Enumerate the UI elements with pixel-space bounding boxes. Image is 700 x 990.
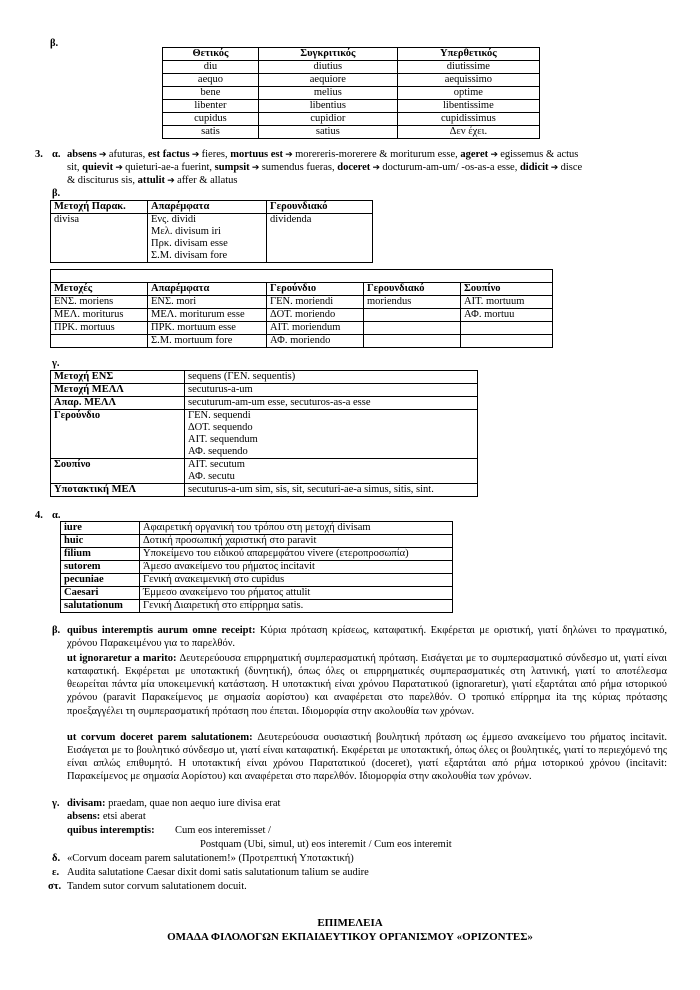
verb-word: attulit	[137, 175, 166, 186]
sequor-values	[185, 371, 478, 384]
section-4st-text: Tandem sutor corvum salutationem docuit.	[67, 881, 247, 892]
degrees-cell: cupidissimus	[397, 113, 539, 126]
verb-word: quievit	[82, 162, 114, 173]
table-row	[163, 100, 540, 113]
sequor-form: ΑΙΤ. secutum	[188, 459, 245, 470]
syntax-description: Αφαιρετική οργανική του τρόπου στη μετοχή divisam	[140, 522, 453, 535]
table-row	[163, 113, 540, 126]
clause-2-text: Δευτερεύουσα επιρρηματική συμπερασματική πρόταση. Εισάγεται με το συμπερασματικό σύνδεσμο ut, γιατί είναι καταφατική. Εκφέρεται με υποτακτική (δυνητική), όπως όλες οι επιρρηματικές συμπερασματικές στη λατινική, γιατί το αποτέλεσμα θεωρείται πάντα μία υποκειμενική κατάσταση. Η υποτακτική είναι χρόνου Παρατατικού (ignoraretur), γιατί εξαρτάται από ρήμα ιστορικού χρόνου (paravit Παρακείμενος με σημασία αορίστου) και αναφέρεται στο παρελθόν. Ο τροπικό επίρρημα ita της κύριας πρότασης προεξαγγέλει τη συμπερασματική πρόταση που έπεται. Ιδιομορφία στην ακολουθία των χρόνων.	[67, 653, 667, 717]
verb-form: morereris-morerere & moriturum esse,	[295, 149, 458, 160]
table-row	[163, 126, 540, 139]
table-row	[61, 535, 453, 548]
degrees-header: Θετικός	[163, 48, 259, 61]
degrees-cell: cupidior	[258, 113, 397, 126]
degrees-cell: aequiore	[258, 74, 397, 87]
morior-cell	[364, 309, 461, 322]
morior-cell	[364, 322, 461, 335]
syntax-description: Γενική ανακειμενική στο cupidus	[140, 574, 453, 587]
table-row	[51, 309, 553, 322]
morior-cell	[364, 335, 461, 348]
morior-cell: ΑΦ. mortuu	[461, 309, 553, 322]
table-row	[51, 459, 478, 484]
morior-cell: ΑΙΤ. mortuum	[461, 296, 553, 309]
syntax-word: iure	[61, 522, 140, 535]
verb-word: ageret	[460, 149, 489, 160]
section-4st-label: στ.	[48, 881, 62, 892]
sequor-form: ΑΙΤ. sequendum	[188, 434, 258, 445]
sequor-form: sequens (ΓΕΝ. sequentis)	[188, 371, 296, 382]
table-row	[61, 548, 453, 561]
form-prefix: & disciturus sis,	[67, 175, 135, 186]
verb-form: docturum-am-um/ -os-as-a esse,	[382, 162, 518, 173]
syntax-word: sutorem	[61, 561, 140, 574]
degrees-cell: satis	[163, 126, 259, 139]
table-row	[51, 322, 553, 335]
degrees-cell: Δεν έχει.	[397, 126, 539, 139]
section-4d-label: δ.	[52, 853, 61, 864]
clause-analysis-2	[67, 652, 667, 718]
clause-3-text: Δευτερεύουσα ουσιαστική βουλητική πρόταση ως έμμεσο ανακείμενο του ρήματος incitavit. Εισάγεται με το βουλητικό σύνδεσμο ut, γιατί είναι καταφατική. Εκφέρεται με υποτακτική, όπως όλες οι βουλητικές, γιατί το περιεχόμενό της είναι απλώς επιθυμητό. Η υποτακτική είναι χρόνου Παρατατικού (doceret), γιατί εξαρτάται από ρήμα ιστορικού χρόνου (incitavit: Παρακείμενος με σημασία Αορίστου) και αναφέρεται στο παρελθόν. Ιδιομορφία στην ακολουθία των χρόνων.	[67, 732, 667, 783]
section-4e-label: ε.	[52, 867, 60, 878]
verb-word: mortuus est	[230, 149, 284, 160]
divido-forms-table	[50, 200, 373, 263]
syntax-word: salutationum	[61, 600, 140, 613]
morior-cell: ΑΙΤ. moriendum	[267, 322, 364, 335]
t1-header-participle: Μετοχή Παρακ.	[51, 201, 148, 214]
section-4-num: 4.	[35, 510, 43, 521]
syntax-description: Υποκείμενο του ειδικού απαρεμφάτου vivere (ετεροπροσωπία)	[140, 548, 453, 561]
t1-header-gerundive: Γερουνδιακό	[267, 201, 373, 214]
sequor-form: ΑΦ. sequendo	[188, 446, 248, 457]
morior-header: Σουπίνο	[461, 283, 553, 296]
verb-word: doceret	[337, 162, 371, 173]
sequor-label: Σουπίνο	[51, 459, 185, 484]
table-row	[163, 61, 540, 74]
table-row	[163, 87, 540, 100]
morior-cell: ΜΕΛ. moriturus	[51, 309, 148, 322]
degrees-cell: libentissime	[397, 100, 539, 113]
degrees-cell: melius	[258, 87, 397, 100]
sequor-form: secuturus-a-um sim, sis, sit, secuturi-ae-a simus, sitis, sint.	[188, 484, 434, 495]
sequor-label: Μετοχή ΜΕΛΛ	[51, 384, 185, 397]
clause-2-head: ut ignoraretur a marito:	[67, 653, 177, 664]
verb-form: sumendus fueras,	[261, 162, 335, 173]
morior-cell: ΕΝΣ. mori	[148, 296, 267, 309]
syntax-word: Caesari	[61, 587, 140, 600]
table-row	[61, 587, 453, 600]
sequor-label: Γερούνδιο	[51, 410, 185, 459]
clause-1-text: Κύρια πρόταση κρίσεως, καταφατική. Εκφέρεται με οριστική, γιατί δηλώνει το πραγματικό, χρόνου Παρακειμένου για το παρελθόν.	[67, 625, 668, 650]
morior-cell	[461, 335, 553, 348]
morior-cell: ΠΡΚ. mortuus	[51, 322, 148, 335]
syntax-word: huic	[61, 535, 140, 548]
verb-forms-line-3	[67, 174, 667, 187]
sequor-values	[185, 397, 478, 410]
t1-header-infinitives: Απαρέμφατα	[148, 201, 267, 214]
morior-cell	[461, 322, 553, 335]
morior-cell: ΜΕΛ. moriturum esse	[148, 309, 267, 322]
syntax-word: pecuniae	[61, 574, 140, 587]
verb-word: sumpsit	[214, 162, 250, 173]
sequor-values	[185, 410, 478, 459]
infinitive-form: Πρκ. divisam esse	[151, 238, 228, 249]
section-4g-label: γ.	[52, 798, 60, 809]
morior-cell: ΔΟΤ. moriendo	[267, 309, 364, 322]
sequor-form: ΑΦ. secutu	[188, 471, 235, 482]
morior-cell: ΠΡΚ. mortuum esse	[148, 322, 267, 335]
arrow-right-icon: ➔	[488, 149, 501, 159]
verb-form: afuturas,	[108, 149, 146, 160]
section-4a-label: α.	[52, 510, 61, 521]
degrees-cell: optime	[397, 87, 539, 100]
verb-forms-line-2	[67, 161, 667, 174]
footer-line-2: ΟΜΑΔΑ ΦΙΛΟΛΟΓΩΝ ΕΚΠΑΙΔΕΥΤΙΚΟΥ ΟΡΓΑΝΙΣΜΟΥ «ΟΡΙΖΟΝΤΕΣ»	[167, 931, 533, 943]
footer-line-1: ΕΠΙΜΕΛΕΙΑ	[317, 917, 383, 929]
table-row	[61, 574, 453, 587]
arrow-right-icon: ➔	[370, 162, 383, 172]
sequor-values	[185, 484, 478, 497]
morior-cell: ΑΦ. moriendo	[267, 335, 364, 348]
sequor-form: secuturum-am-um esse, secuturos-as-a esse	[188, 397, 371, 408]
morior-cell: Σ.Μ. mortuum fore	[148, 335, 267, 348]
verb-form: egissemus & actus	[500, 149, 579, 160]
degrees-cell: libenter	[163, 100, 259, 113]
morior-cell: ΕΝΣ. moriens	[51, 296, 148, 309]
sequor-form: secuturus-a-um	[188, 384, 253, 395]
degrees-cell: diutius	[258, 61, 397, 74]
degrees-cell: aequo	[163, 74, 259, 87]
clause-analysis-3	[67, 731, 667, 784]
infinitive-form: Μελ. divisum iri	[151, 226, 221, 237]
arrow-right-icon: ➔	[165, 175, 178, 185]
table-row	[61, 522, 453, 535]
degrees-table	[162, 47, 540, 139]
transform-quibus-text-2: Postquam (Ubi, simul, ut) eos interemit / Cum eos interemit	[200, 839, 452, 850]
morior-header: Γερουνδιακό	[364, 283, 461, 296]
table-row	[51, 384, 478, 397]
syntax-word: filium	[61, 548, 140, 561]
sequor-label: Υποτακτική ΜΕΛ	[51, 484, 185, 497]
syntax-description: Άμεσο ανακείμενο του ρήματος incitavit	[140, 561, 453, 574]
t1-participle-value: divisa	[51, 214, 148, 263]
table-row	[61, 600, 453, 613]
degrees-header: Συγκριτικός	[258, 48, 397, 61]
section-4d-text: «Corvum doceam parem salutationem!» (Προτρεπτική Υποτακτική)	[67, 853, 354, 864]
table-row	[51, 371, 478, 384]
sequor-form: ΓΕΝ. sequendi	[188, 410, 251, 421]
sequor-label: Μετοχή ΕΝΣ	[51, 371, 185, 384]
syntax-description: Δοτική προσωπική χαριστική στο paravit	[140, 535, 453, 548]
t1-gerundive-value: dividenda	[267, 214, 373, 263]
degrees-cell: diutissime	[397, 61, 539, 74]
transform-quibus-head: quibus interemptis:	[67, 825, 155, 836]
degrees-cell: cupidus	[163, 113, 259, 126]
syntax-table	[60, 521, 453, 613]
sequor-label: Απαρ. ΜΕΛΛ	[51, 397, 185, 410]
table-row	[163, 74, 540, 87]
degrees-cell: satius	[258, 126, 397, 139]
table-row	[51, 397, 478, 410]
morior-header: Απαρέμφατα	[148, 283, 267, 296]
degrees-cell: bene	[163, 87, 259, 100]
section-3b-label: β.	[52, 188, 61, 199]
verb-word: didicit	[519, 162, 549, 173]
form-prefix: sit,	[67, 162, 80, 173]
morior-header: Μετοχές	[51, 283, 148, 296]
morior-cell: ΓΕΝ. moriendi	[267, 296, 364, 309]
sequor-forms-table	[50, 370, 478, 497]
degrees-cell: libentius	[258, 100, 397, 113]
infinitive-form: Ενς. dividi	[151, 214, 197, 225]
section-2b-label: β.	[50, 38, 59, 49]
transform-divisam: divisam: praedam, quae non aequo iure divisa erat	[67, 798, 281, 809]
sequor-values	[185, 384, 478, 397]
section-4e-text: Audita salutatione Caesar dixit domi satis salutationum talium se audire	[67, 867, 369, 878]
morior-cell: moriendus	[364, 296, 461, 309]
table-row	[61, 561, 453, 574]
degrees-cell: aequissimo	[397, 74, 539, 87]
verb-forms-line-1	[67, 148, 667, 161]
clause-3-head: ut corvum doceret parem salutationem:	[67, 732, 253, 743]
morior-cell	[51, 335, 148, 348]
sequor-form: ΔΟΤ. sequendo	[188, 422, 253, 433]
clause-1-head: quibus interemptis aurum omne receipt:	[67, 625, 256, 636]
arrow-right-icon: ➔	[96, 149, 109, 159]
syntax-description: Γενική Διαιρετική στο επίρρημα satis.	[140, 600, 453, 613]
verb-word: est factus	[147, 149, 190, 160]
verb-form: affer & allatus	[177, 175, 238, 186]
infinitive-form: Σ.Μ. divisam fore	[151, 250, 228, 261]
table-row	[51, 335, 553, 348]
morior-forms-table	[50, 269, 553, 348]
transform-absens: absens: etsi aberat	[67, 811, 146, 822]
verb-word: absens	[67, 149, 97, 160]
verb-form: fieres,	[201, 149, 228, 160]
degrees-cell: diu	[163, 61, 259, 74]
section-3-num: 3.	[35, 149, 43, 160]
degrees-header: Υπερθετικός	[397, 48, 539, 61]
verb-form: quieturi-ae-a fuerint,	[125, 162, 213, 173]
section-3g-label: γ.	[52, 358, 60, 369]
syntax-description: Έμμεσο ανακείμενο του ρήματος attulit	[140, 587, 453, 600]
arrow-right-icon: ➔	[548, 162, 561, 172]
arrow-right-icon: ➔	[113, 162, 126, 172]
sequor-values	[185, 459, 478, 484]
clause-analysis-1	[67, 624, 667, 650]
arrow-right-icon: ➔	[249, 162, 262, 172]
morior-header: Γερούνδιο	[267, 283, 364, 296]
table-row	[51, 484, 478, 497]
table-row	[51, 410, 478, 459]
arrow-right-icon: ➔	[283, 149, 296, 159]
table-row	[51, 296, 553, 309]
section-3a-label: α.	[52, 149, 61, 160]
verb-form: disce	[560, 162, 583, 173]
arrow-right-icon: ➔	[189, 149, 202, 159]
transform-quibus-text-1: Cum eos interemisset /	[175, 825, 271, 836]
section-4b-label: β.	[52, 625, 61, 636]
t1-infinitive-values	[148, 214, 267, 263]
